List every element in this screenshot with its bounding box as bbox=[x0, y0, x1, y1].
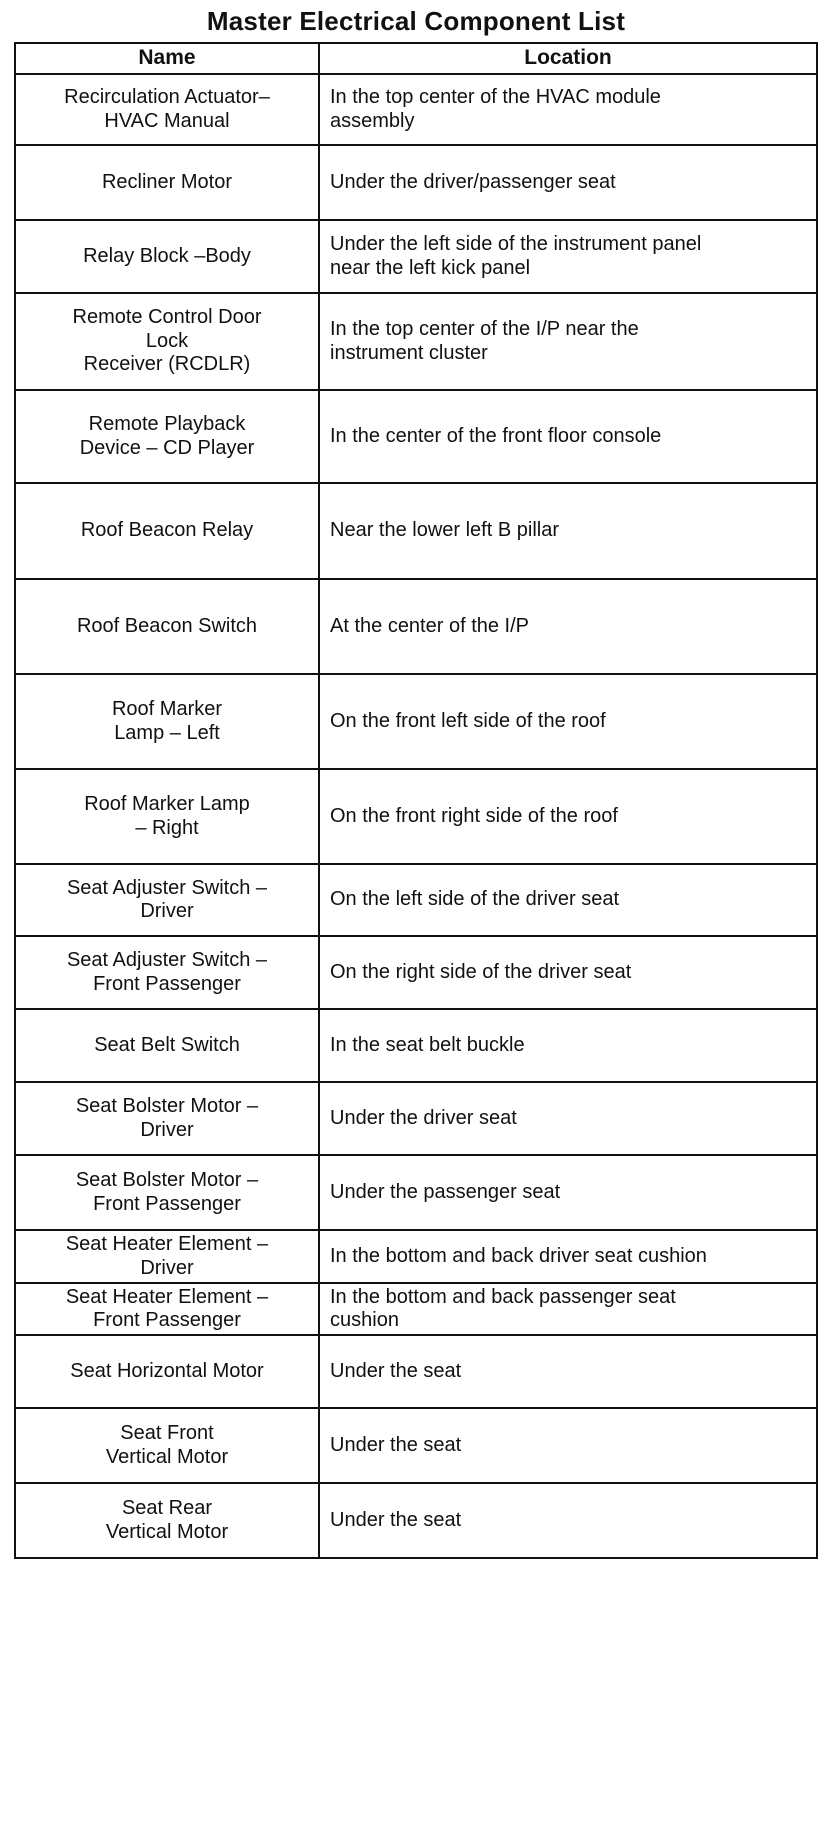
table-row bbox=[15, 390, 817, 483]
table-row bbox=[15, 674, 817, 769]
component-location: On the front right side of the roof bbox=[319, 769, 817, 864]
component-location: In the bottom and back passenger seat cushion bbox=[319, 1283, 817, 1335]
table-row bbox=[15, 1230, 817, 1283]
component-location: On the front left side of the roof bbox=[319, 674, 817, 769]
component-name: Seat Rear Vertical Motor bbox=[15, 1483, 319, 1558]
component-location: In the bottom and back driver seat cushion bbox=[319, 1230, 817, 1283]
header-location: Location bbox=[319, 43, 817, 74]
component-location: Under the seat bbox=[319, 1408, 817, 1483]
component-location: Near the lower left B pillar bbox=[319, 483, 817, 579]
component-name: Seat Heater Element – Driver bbox=[15, 1230, 319, 1283]
component-name: Remote Control Door Lock Receiver (RCDLR) bbox=[15, 293, 319, 390]
table-row bbox=[15, 864, 817, 936]
component-name: Seat Adjuster Switch – Driver bbox=[15, 864, 319, 936]
table-row bbox=[15, 220, 817, 293]
component-location: Under the passenger seat bbox=[319, 1155, 817, 1230]
table-row bbox=[15, 1155, 817, 1230]
table-row bbox=[15, 1483, 817, 1558]
component-name: Seat Front Vertical Motor bbox=[15, 1408, 319, 1483]
table-row bbox=[15, 1082, 817, 1155]
table-row bbox=[15, 936, 817, 1009]
component-location: In the top center of the HVAC module assembly bbox=[319, 74, 817, 145]
component-name: Seat Belt Switch bbox=[15, 1009, 319, 1082]
component-name: Remote Playback Device – CD Player bbox=[15, 390, 319, 483]
component-name: Roof Beacon Switch bbox=[15, 579, 319, 674]
component-location: Under the seat bbox=[319, 1335, 817, 1408]
component-name: Roof Beacon Relay bbox=[15, 483, 319, 579]
component-location: Under the left side of the instrument panel near the left kick panel bbox=[319, 220, 817, 293]
table-row bbox=[15, 483, 817, 579]
table-row bbox=[15, 579, 817, 674]
component-name: Seat Bolster Motor – Driver bbox=[15, 1082, 319, 1155]
component-location: At the center of the I/P bbox=[319, 579, 817, 674]
component-name: Seat Adjuster Switch – Front Passenger bbox=[15, 936, 319, 1009]
component-name: Seat Horizontal Motor bbox=[15, 1335, 319, 1408]
table-row bbox=[15, 769, 817, 864]
component-table bbox=[14, 42, 818, 1559]
component-location: In the center of the front floor console bbox=[319, 390, 817, 483]
component-name: Roof Marker Lamp – Left bbox=[15, 674, 319, 769]
component-location: In the seat belt buckle bbox=[319, 1009, 817, 1082]
header-name: Name bbox=[15, 43, 319, 74]
component-name: Recirculation Actuator– HVAC Manual bbox=[15, 74, 319, 145]
table-row bbox=[15, 1009, 817, 1082]
table-row bbox=[15, 1408, 817, 1483]
table-body bbox=[15, 74, 817, 1558]
table-row bbox=[15, 1283, 817, 1335]
table-row bbox=[15, 1335, 817, 1408]
component-name: Relay Block –Body bbox=[15, 220, 319, 293]
component-location: Under the seat bbox=[319, 1483, 817, 1558]
component-name: Roof Marker Lamp – Right bbox=[15, 769, 319, 864]
table-row bbox=[15, 74, 817, 145]
component-location: In the top center of the I/P near the instrument cluster bbox=[319, 293, 817, 390]
component-name: Seat Heater Element – Front Passenger bbox=[15, 1283, 319, 1335]
component-name: Seat Bolster Motor – Front Passenger bbox=[15, 1155, 319, 1230]
table-row bbox=[15, 293, 817, 390]
component-location: Under the driver seat bbox=[319, 1082, 817, 1155]
component-location: On the left side of the driver seat bbox=[319, 864, 817, 936]
component-location: Under the driver/passenger seat bbox=[319, 145, 817, 220]
table-row bbox=[15, 145, 817, 220]
table-header-row bbox=[15, 43, 817, 74]
page-title: Master Electrical Component List bbox=[206, 6, 626, 36]
component-name: Recliner Motor bbox=[15, 145, 319, 220]
component-location: On the right side of the driver seat bbox=[319, 936, 817, 1009]
